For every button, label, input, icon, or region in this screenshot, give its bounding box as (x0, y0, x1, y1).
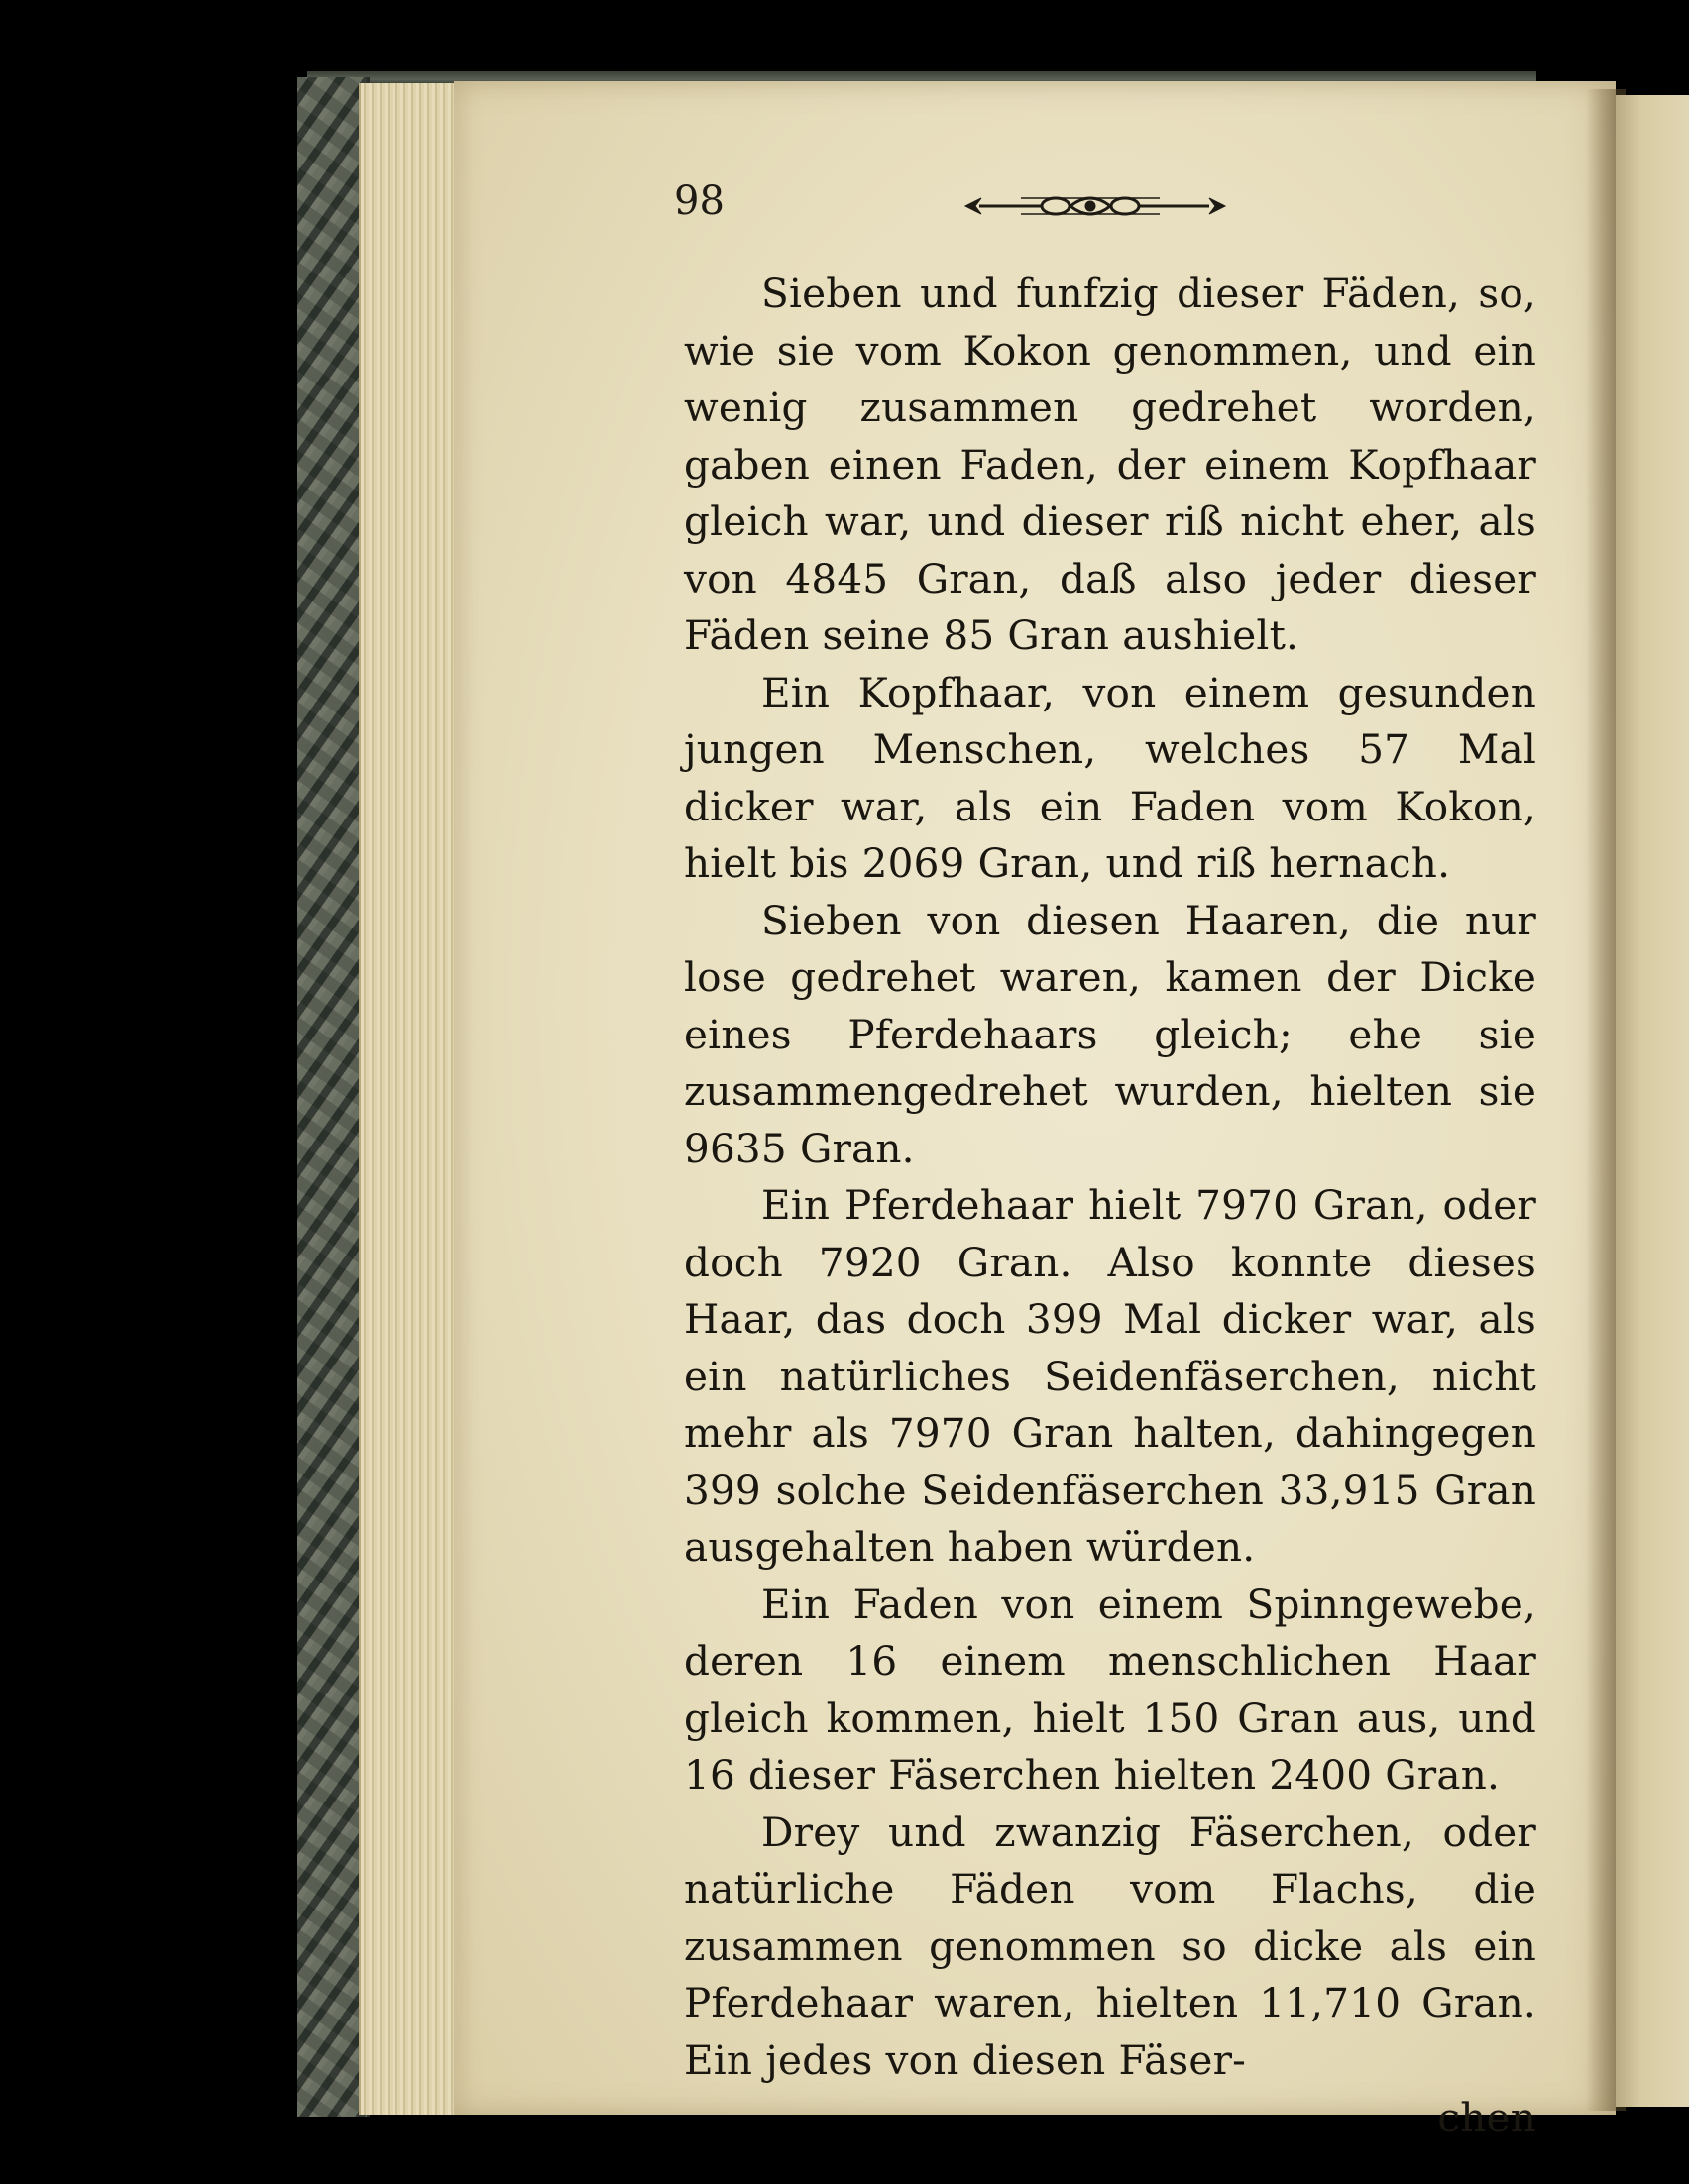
decorative-rule-icon (961, 186, 1229, 226)
paragraph: Ein Kopfhaar, von einem gesunden jungen Menschen, welches 57 Mal dicker war, als ein Faden vom Kokon, hielt bis 2069 Gran, und riß hernach. (684, 668, 1536, 887)
catchword: chen (1437, 2093, 1536, 2141)
facing-page (1616, 95, 1689, 2107)
running-head (674, 174, 1229, 234)
paragraph: Sieben von diesen Haaren, die nur lose gedrehet waren, kamen der Dicke eines Pferdehaars gleich; ehe sie zusammengedrehet wurden, hielten sie 9635 Gran. (684, 896, 1536, 1172)
body-text (684, 266, 1536, 2141)
paragraph: Ein Pferdehaar hielt 7970 Gran, oder doch 7920 Gran. Also konnte dieses Haar, das doch 399 Mal dicker war, als ein natürliches Seidenfäserchen, nicht mehr als 7970 Gran halten, dahingegen 399 solche Seidenfäserchen 33,915 Gran ausgehalten haben würden. (684, 1181, 1536, 1571)
paragraph: Drey und zwanzig Fäserchen, oder natürliche Fäden vom Flachs, die zusammen genommen so dicke als ein Pferdehaar waren, hielten 11,710 Gran. Ein jedes von diesen Fäser- (684, 1807, 1536, 2084)
page-block-edge (359, 83, 458, 2115)
paragraph: Sieben und funfzig dieser Fäden, so, wie sie vom Kokon genommen, und ein wenig zusammen gedrehet worden, gaben einen Faden, der einem Kopfhaar gleich war, und dieser riß nicht eher, als von 4845 Gran, daß also jeder dieser Fäden seine 85 Gran aushielt. (684, 270, 1536, 659)
page-number: 98 (674, 178, 725, 224)
paragraph: Ein Faden von einem Spinngewebe, deren 16 einem menschlichen Haar gleich kommen, hielt 150 Gran aus, und 16 dieser Fäserchen hielten 2400 Gran. (684, 1580, 1536, 1799)
